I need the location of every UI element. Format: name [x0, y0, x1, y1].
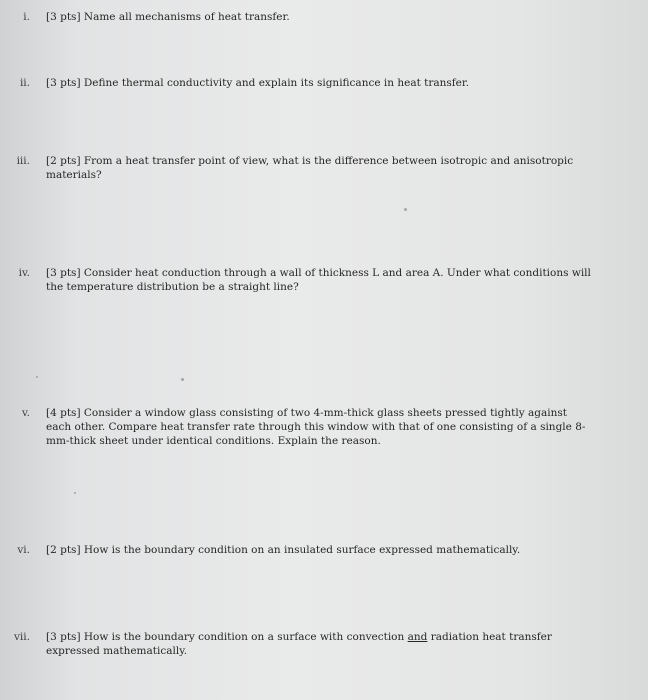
- question-number: iii.: [16, 155, 30, 167]
- question-number: iv.: [18, 267, 30, 279]
- paper-speck: [36, 376, 38, 378]
- question-number: v.: [21, 407, 30, 419]
- underlined-word: and: [407, 631, 428, 643]
- question-text: [3 pts] Define thermal conductivity and explain its significance in heat transfer.: [46, 77, 470, 89]
- question-text: [2 pts] How is the boundary condition on an insulated surface expressed mathematically.: [46, 544, 521, 556]
- paper-speck: [181, 378, 184, 381]
- question-text: [2 pts] From a heat transfer point of view, what is the difference between isotropic and anisotropic materials?: [46, 155, 574, 181]
- question-text: [3 pts] Name all mechanisms of heat transfer.: [46, 11, 290, 23]
- question-text: [4 pts] Consider a window glass consisting of two 4-mm-thick glass sheets pressed tightly against each other. Compare heat transfer rate through this window with that of one consisting of a single 8-mm-thick sheet under identical conditions. Explain the reason.: [46, 407, 586, 447]
- question-text-end: radiation heat transfer expressed mathematically.: [46, 631, 552, 657]
- question-number: i.: [23, 11, 30, 23]
- question-number: vii.: [14, 631, 30, 643]
- question-number: ii.: [19, 77, 30, 89]
- question-text-start: [3 pts] How is the boundary condition on a surface with convection: [46, 631, 408, 643]
- question-text: [3 pts] Consider heat conduction through a wall of thickness L and area A. Under what conditions will the temperature distribution be a straight line?: [46, 267, 591, 293]
- paper-speck: [404, 208, 407, 211]
- question-number: vi.: [17, 544, 30, 556]
- paper-speck: [74, 492, 76, 494]
- question-text: [46, 630, 594, 658]
